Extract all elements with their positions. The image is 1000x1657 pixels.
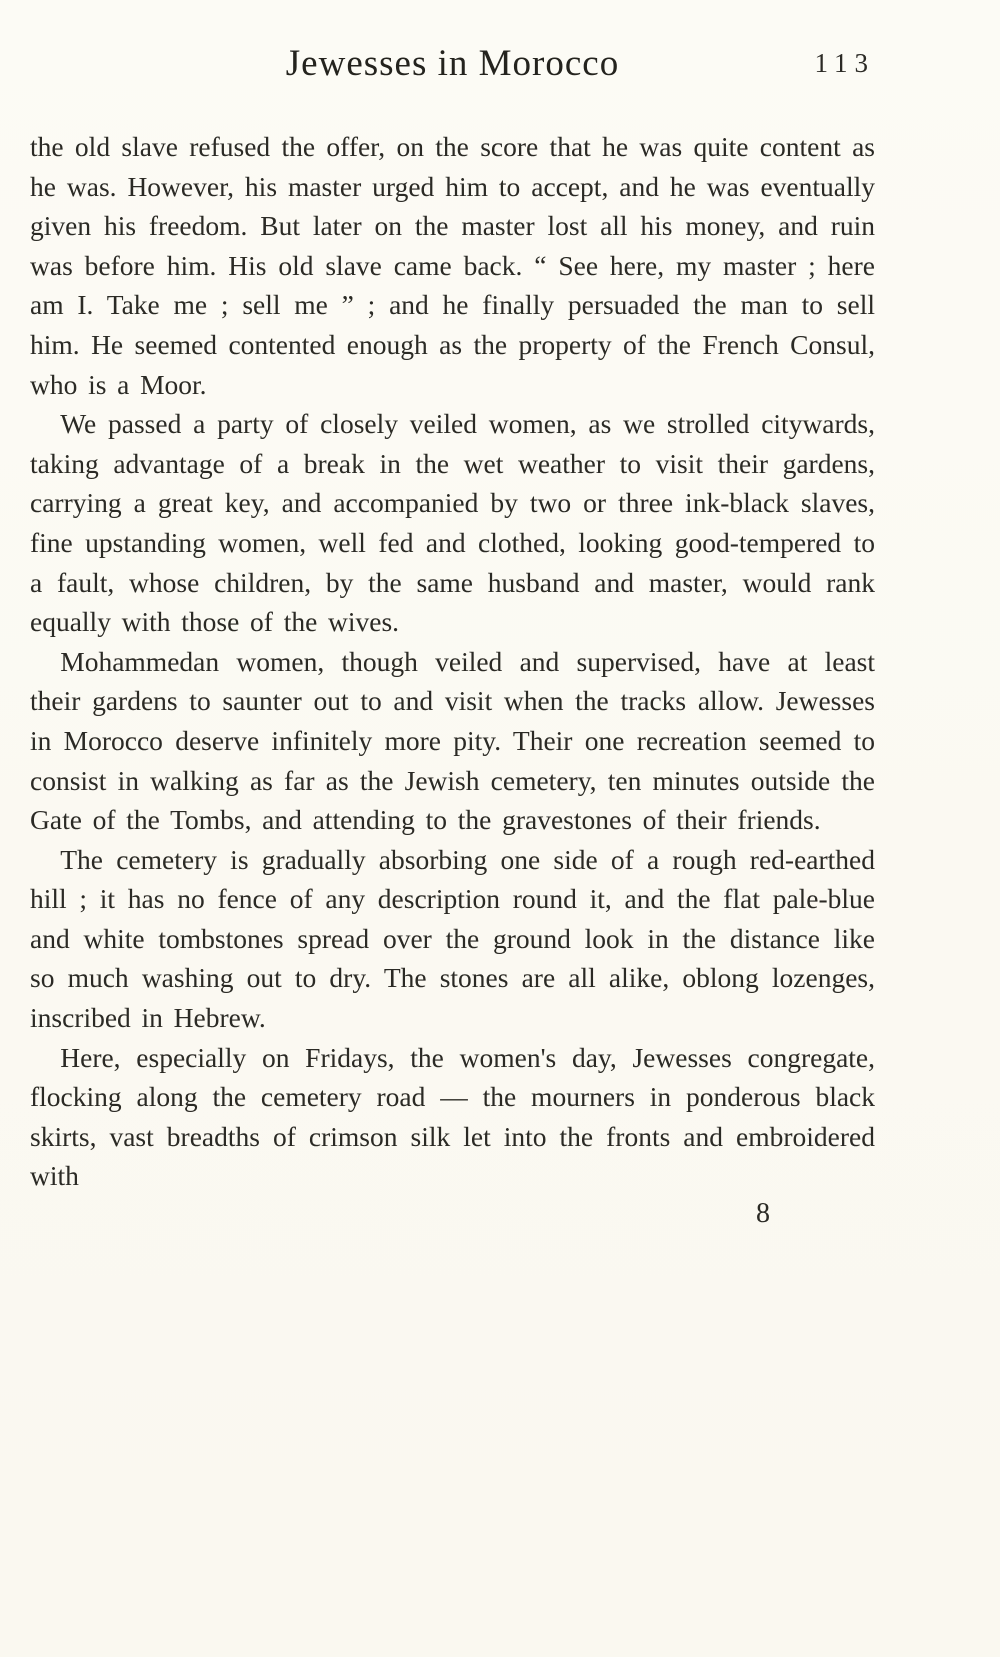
page-number: 113	[814, 48, 875, 78]
paragraph-1: the old slave refused the offer, on the score that he was quite content as he was. However, his master urged him to accept, and he was eventually given his freedom. But later on the master lost all his money, and ruin was before him. His old slave came back. “ See here, my master ; here am I. Take me ; sell me ” ; and he finally persuaded the man to sell him. He seemed contented enough as the property of the French Consul, who is a Moor.	[30, 131, 875, 400]
paragraph-3: Mohammedan women, though veiled and supervised, have at least their gardens to saunter out to and visit when the tracks allow. Jewesses in Morocco deserve infinitely more pity. Their one recreation seemed to consist in walking as far as the Jewish cemetery, ten minutes outside the Gate of the Tombs, and attending to the gravestones of their friends.	[30, 645, 875, 836]
paragraph-4: The cemetery is gradually absorbing one side of a rough red-earthed hill ; it has no fence of any description round it, and the flat pale-blue and white tombstones spread over the ground look in the distance like so much washing out to dry. The stones are all alike, oblong lozenges, inscribed in Hebrew.	[30, 843, 875, 1034]
page-body	[30, 127, 875, 1196]
paragraph-2: We passed a party of closely veiled women, as we strolled citywards, taking advantage of a break in the wet weather to visit their gardens, carrying a great key, and accompanied by two or three ink-black slaves, fine upstanding women, well fed and clothed, looking good-tempered to a fault, whose children, by the same husband and master, would rank equally with those of the wives.	[30, 408, 875, 638]
page-header	[30, 42, 875, 102]
page-title: Jewesses in Morocco	[285, 43, 620, 84]
paragraph-5: Here, especially on Fridays, the women's day, Jewesses congregate, flocking along the cemetery road — the mourners in ponderous black skirts, vast breadths of crimson silk let into the fronts and embroidered with	[30, 1041, 875, 1192]
signature-mark: 8	[756, 1198, 770, 1230]
